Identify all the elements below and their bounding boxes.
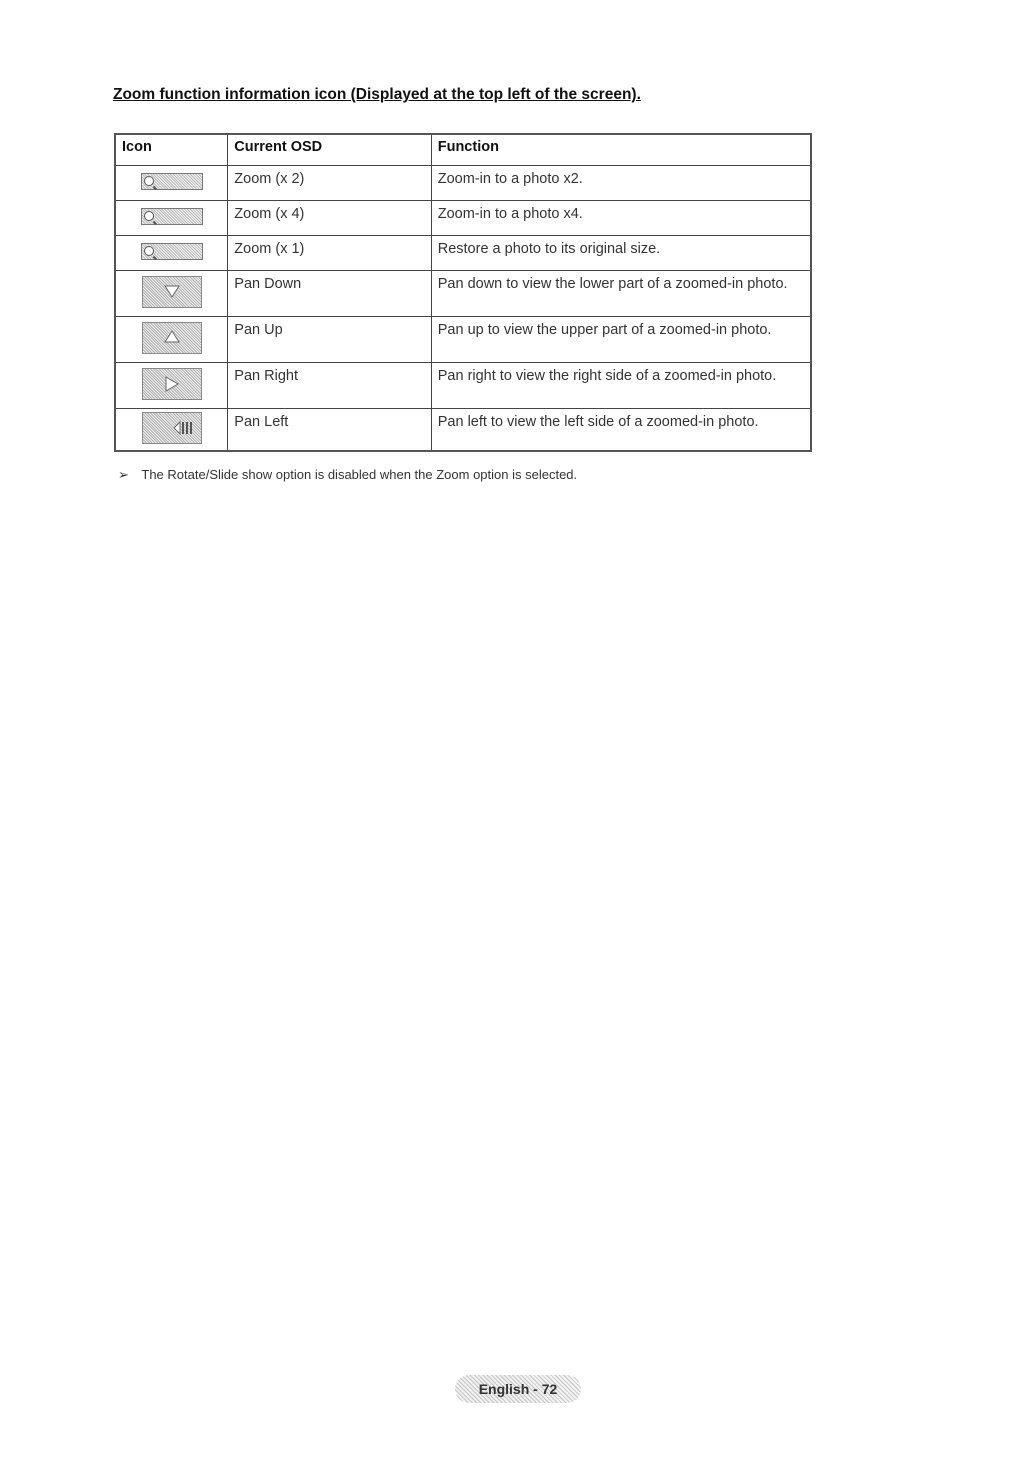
zoom-x2-icon [141,173,203,190]
function-cell: Zoom-in to a photo x2. [431,166,811,201]
osd-cell: Zoom (x 4) [228,201,431,236]
note-arrow-icon: ➢ [118,467,129,482]
function-cell: Pan down to view the lower part of a zoomed-in photo. [431,271,811,317]
header-function: Function [431,134,811,166]
note [118,467,577,483]
page-number-badge: English - 72 [455,1375,581,1403]
page-heading: Zoom function information icon (Displayed at the top left of the screen). [113,86,641,103]
icon-cell [115,317,228,363]
osd-cell: Zoom (x 1) [228,236,431,271]
osd-cell: Pan Left [228,409,431,452]
osd-cell: Zoom (x 2) [228,166,431,201]
pan-left-icon [142,412,202,444]
table-row [115,317,811,363]
zoom-x4-icon [141,208,203,225]
function-cell: Pan right to view the right side of a zoomed-in photo. [431,363,811,409]
table-row [115,271,811,317]
zoom-icon-table [114,133,812,452]
icon-cell [115,271,228,317]
function-cell: Pan up to view the upper part of a zoomed-in photo. [431,317,811,363]
osd-cell: Pan Right [228,363,431,409]
note-text: The Rotate/Slide show option is disabled when the Zoom option is selected. [141,467,578,482]
function-cell: Pan left to view the left side of a zoomed-in photo. [431,409,811,452]
pan-up-icon [142,322,202,354]
header-icon: Icon [115,134,228,166]
icon-cell [115,363,228,409]
table-row [115,363,811,409]
pan-right-icon [142,368,202,400]
header-current-osd: Current OSD [228,134,431,166]
zoom-x1-icon [141,243,203,260]
table-row [115,409,811,452]
function-cell: Restore a photo to its original size. [431,236,811,271]
osd-cell: Pan Down [228,271,431,317]
table-row [115,201,811,236]
osd-cell: Pan Up [228,317,431,363]
icon-cell [115,409,228,452]
icon-cell [115,166,228,201]
table-row [115,166,811,201]
table-header-row [115,134,811,166]
table-row [115,236,811,271]
pan-down-icon [142,276,202,308]
function-cell: Zoom-in to a photo x4. [431,201,811,236]
icon-cell [115,201,228,236]
icon-cell [115,236,228,271]
